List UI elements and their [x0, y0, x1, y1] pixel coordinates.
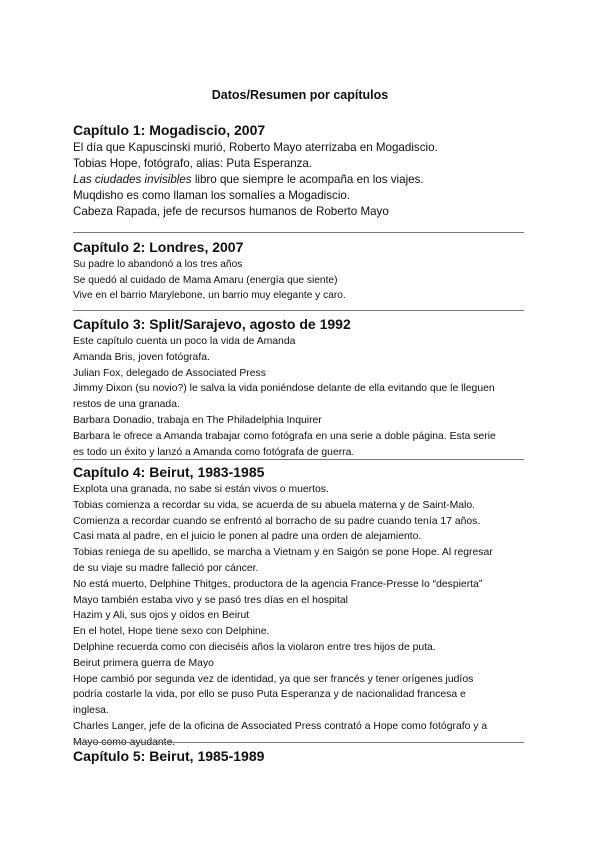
body-line: Julian Fox, delegado de Associated Press: [73, 367, 266, 379]
body-line: Mayo también estaba vivo y se pasó tres días en el hospital: [73, 594, 348, 606]
chapter-2: [73, 239, 533, 304]
body-line: de su viaje su madre falleció por cáncer.: [73, 562, 259, 574]
section-divider: [73, 232, 524, 233]
body-line: Cabeza Rapada, jefe de recursos humanos de Roberto Mayo: [73, 205, 389, 218]
body-line: Este capítulo cuenta un poco la vida de Amanda: [73, 336, 296, 347]
chapter-5: [73, 748, 533, 766]
body-line: Barbara Donadio, trabaja en The Philadelphia Inquirer: [73, 414, 322, 426]
body-line: Delphine recuerda como con dieciséis años la violaron entre tres hijos de puta.: [73, 641, 436, 653]
chapter-heading: Capítulo 4: Beirut, 1983-1985: [73, 464, 265, 480]
body-line: El día que Kapuscinski murió, Roberto Mayo aterrizaba en Mogadiscio.: [73, 141, 438, 154]
body-line: podría costarle la vida, por ello se puso Puta Esperanza y de nacionalidad francesa e: [73, 689, 466, 701]
chapter-body: [73, 334, 533, 460]
body-line: Tobias comienza a recordar su vida, se acuerda de su abuela materna y de Saint-Malo.: [73, 499, 475, 511]
section-divider: [73, 742, 524, 743]
body-line: En el hotel, Hope tiene sexo con Delphine.: [73, 626, 270, 638]
body-line: [73, 172, 533, 188]
book-title: Las ciudades invisibles: [73, 173, 192, 186]
body-line: Muqdisho es como llaman los somalíes a Mogadiscio.: [73, 189, 351, 202]
chapter-body: [73, 257, 533, 304]
body-line: Hazim y Ali, sus ojos y oídos en Beirut: [73, 610, 250, 622]
body-line: Beirut primera guerra de Mayo: [73, 657, 214, 669]
chapter-4: [73, 464, 533, 751]
body-line: restos de una granada.: [73, 399, 180, 411]
chapter-1: [73, 122, 533, 220]
body-line: Comienza a recordar cuando se enfrentó al borracho de su padre cuando tenía 17 años.: [73, 515, 481, 527]
body-line: Explota una granada, no sabe si están vivos o muertos.: [73, 484, 329, 495]
chapter-body: [73, 482, 533, 751]
body-line: No está muerto, Delphine Thitges, productora de la agencia France-Presse lo “despierta”: [73, 578, 483, 590]
body-line-rest: libro que siempre le acompaña en los viajes.: [194, 173, 424, 186]
body-line: Vive en el barrio Marylebone, un barrio muy elegante y caro.: [73, 290, 346, 302]
body-line: Mayo como ayudante.: [73, 736, 176, 748]
body-line: Barbara le ofrece a Amanda trabajar como fotógrafa en una serie a doble página. Esta serie: [73, 430, 496, 442]
chapter-heading: Capítulo 2: Londres, 2007: [73, 239, 244, 255]
body-line: Hope cambió por segunda vez de identidad, ya que ser francés y tener orígenes judíos: [73, 673, 474, 685]
chapter-heading: Capítulo 1: Mogadiscio, 2007: [73, 122, 266, 138]
body-line: Amanda Bris, joven fotógrafa.: [73, 351, 210, 363]
body-line: Tobias reniega de su apellido, se marcha a Vietnam y en Saigón se pone Hope. Al regresar: [73, 547, 493, 559]
body-line: Casi mata al padre, en el juicio le ponen al padre una orden de alejamiento.: [73, 531, 422, 543]
chapter-body: [73, 140, 533, 220]
body-line: Su padre lo abandonó a los tres años: [73, 259, 243, 270]
body-line: Charles Langer, jefe de la oficina de Associated Press contrató a Hope como fotógrafo y a: [73, 720, 488, 732]
chapter-heading: Capítulo 3: Split/Sarajevo, agosto de 1992: [73, 316, 351, 332]
body-line: Se quedó al cuidado de Mama Amaru (energía que siente): [73, 274, 338, 286]
section-divider: [73, 310, 524, 311]
chapter-heading: Capítulo 5: Beirut, 1985-1989: [73, 748, 265, 764]
chapter-3: [73, 316, 533, 460]
body-line: Tobias Hope, fotógrafo, alias: Puta Esperanza.: [73, 157, 313, 170]
body-line: es todo un éxito y lanzó a Amanda como fotógrafa de guerra.: [73, 446, 355, 458]
section-divider: [73, 459, 524, 460]
document-title: Datos/Resumen por capítulos: [211, 88, 389, 102]
body-line: inglesa.: [73, 705, 109, 717]
body-line: Jimmy Dixon (su novio?) le salva la vida poniéndose delante de ella evitando que le lleguen: [73, 383, 495, 395]
